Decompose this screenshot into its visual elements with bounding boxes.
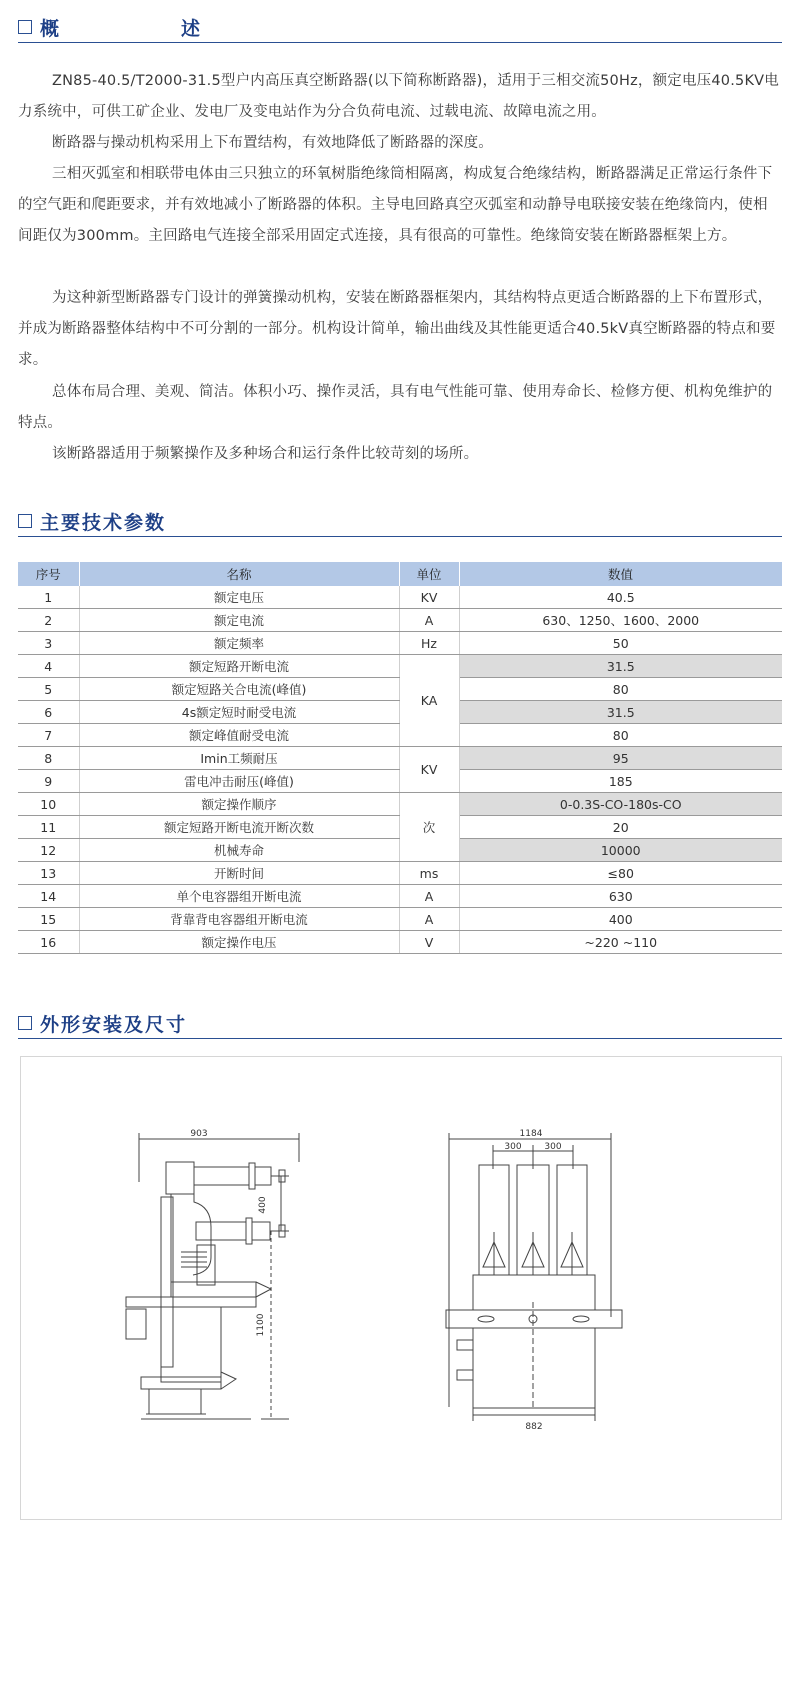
row-no: 16 xyxy=(18,931,79,954)
row-no: 8 xyxy=(18,747,79,770)
row-name: 额定操作电压 xyxy=(79,931,399,954)
row-value: 185 xyxy=(459,770,782,793)
table-row xyxy=(18,586,782,609)
header-unit: 单位 xyxy=(399,562,459,586)
row-no: 4 xyxy=(18,655,79,678)
row-name: 背靠背电容器组开断电流 xyxy=(79,908,399,931)
header-value: 数值 xyxy=(459,562,782,586)
side-view-drawing xyxy=(126,1133,299,1419)
row-no: 12 xyxy=(18,839,79,862)
row-name: 开断时间 xyxy=(79,862,399,885)
row-no: 7 xyxy=(18,724,79,747)
row-no: 14 xyxy=(18,885,79,908)
row-unit: V xyxy=(399,931,459,954)
row-no: 13 xyxy=(18,862,79,885)
overview-paragraph-2: 断路器与操动机构采用上下布置结构，有效地降低了断路器的深度。 xyxy=(52,135,493,151)
row-name: 额定电压 xyxy=(79,586,399,609)
specs-section-header xyxy=(18,506,782,537)
row-value: 40.5 xyxy=(459,586,782,609)
overview-paragraph-6: 该断路器适用于频繁操作及多种场合和运行条件比较苛刻的场所。 xyxy=(52,446,479,462)
side-height-label: 1100 xyxy=(256,1313,266,1337)
row-value: 50 xyxy=(459,632,782,655)
row-no: 11 xyxy=(18,816,79,839)
row-unit: KV xyxy=(399,586,459,609)
table-row xyxy=(18,885,782,908)
row-unit: KA xyxy=(399,655,459,747)
header-name: 名称 xyxy=(79,562,399,586)
checkbox-square-icon xyxy=(18,20,32,34)
row-no: 6 xyxy=(18,701,79,724)
row-value: 80 xyxy=(459,724,782,747)
table-row xyxy=(18,862,782,885)
checkbox-square-icon xyxy=(18,1016,32,1030)
row-value: ~220 ~110 xyxy=(459,931,782,954)
table-row xyxy=(18,609,782,632)
table-row xyxy=(18,931,782,954)
row-no: 9 xyxy=(18,770,79,793)
overview-paragraph-5: 总体布局合理、美观、简洁。体积小巧、操作灵活，具有电气性能可靠、使用寿命长、检修方便、机构免维护的特点。 xyxy=(18,384,773,431)
row-value: 31.5 xyxy=(459,701,782,724)
row-no: 15 xyxy=(18,908,79,931)
front-width-label: 1184 xyxy=(519,1129,543,1139)
row-name: 单个电容器组开断电流 xyxy=(79,885,399,908)
row-name: 机械寿命 xyxy=(79,839,399,862)
row-no: 1 xyxy=(18,586,79,609)
row-value: 80 xyxy=(459,678,782,701)
row-value: 31.5 xyxy=(459,655,782,678)
overview-paragraph-1: ZN85-40.5/T2000-31.5型户内高压真空断路器(以下简称断路器)，适用于三相交流50Hz，额定电压40.5KV电力系统中，可供工矿企业、发电厂及变电站作为分合负荷电流、过载电流、故障电流之用。 xyxy=(18,73,779,120)
front-view-drawing xyxy=(446,1133,622,1421)
row-unit: A xyxy=(399,908,459,931)
dimension-drawing xyxy=(21,1057,781,1519)
overview-paragraph-4: 为这种新型断路器专门设计的弹簧操动机构，安装在断路器框架内，其结构特点更适合断路器的上下布置形式，并成为断路器整体结构中不可分割的一部分。机构设计简单，输出曲线及其性能更适合40.5kV真空断路器的特点和要求。 xyxy=(18,290,776,368)
front-pitch-label-1: 300 xyxy=(504,1142,522,1152)
table-row xyxy=(18,747,782,770)
row-value: 630、1250、1600、2000 xyxy=(459,609,782,632)
row-value: 630 xyxy=(459,885,782,908)
spec-table-header-row xyxy=(18,562,782,586)
row-name: 额定峰值耐受电流 xyxy=(79,724,399,747)
row-value: 10000 xyxy=(459,839,782,862)
spec-table xyxy=(18,562,783,954)
dimensions-section-header xyxy=(18,1008,782,1039)
row-unit: ms xyxy=(399,862,459,885)
overview-section-header xyxy=(18,12,782,43)
row-value: 20 xyxy=(459,816,782,839)
checkbox-square-icon xyxy=(18,514,32,528)
row-name: 额定电流 xyxy=(79,609,399,632)
table-row xyxy=(18,655,782,678)
row-value: 95 xyxy=(459,747,782,770)
side-width-label: 903 xyxy=(190,1129,208,1139)
row-unit: 次 xyxy=(399,793,459,862)
row-value: 400 xyxy=(459,908,782,931)
row-no: 10 xyxy=(18,793,79,816)
front-base-label: 882 xyxy=(525,1422,543,1432)
row-name: Imin工频耐压 xyxy=(79,747,399,770)
row-unit: A xyxy=(399,609,459,632)
table-row xyxy=(18,632,782,655)
row-no: 3 xyxy=(18,632,79,655)
row-name: 雷电冲击耐压(峰值) xyxy=(79,770,399,793)
row-value: ≤80 xyxy=(459,862,782,885)
overview-title: 概 述 xyxy=(40,17,229,40)
table-row xyxy=(18,908,782,931)
row-no: 2 xyxy=(18,609,79,632)
dimensions-title: 外形安装及尺寸 xyxy=(40,1013,188,1036)
front-pitch-label-2: 300 xyxy=(544,1142,562,1152)
specs-title: 主要技术参数 xyxy=(40,511,167,534)
row-name: 额定短路开断电流开断次数 xyxy=(79,816,399,839)
row-unit: A xyxy=(399,885,459,908)
row-unit: Hz xyxy=(399,632,459,655)
side-gap-label: 400 xyxy=(258,1196,268,1214)
row-unit: KV xyxy=(399,747,459,793)
row-name: 额定短路开断电流 xyxy=(79,655,399,678)
row-name: 额定操作顺序 xyxy=(79,793,399,816)
row-no: 5 xyxy=(18,678,79,701)
row-name: 额定短路关合电流(峰值) xyxy=(79,678,399,701)
row-value: 0-0.3S-CO-180s-CO xyxy=(459,793,782,816)
row-name: 4s额定短时耐受电流 xyxy=(79,701,399,724)
row-name: 额定频率 xyxy=(79,632,399,655)
overview-paragraph-3: 三相灭弧室和相联带电体由三只独立的环氧树脂绝缘筒相隔离，构成复合绝缘结构，断路器满足正常运行条件下的空气距和爬距要求，并有效地减小了断路器的体积。主导电回路真空灭弧室和动静导电联接安装在绝缘筒内，使相间距仅为300mm。主回路电气连接全部采用固定式连接，具有很高的可靠性。绝缘筒安装在断路器框架上方。 xyxy=(18,166,773,244)
header-no: 序号 xyxy=(18,562,79,586)
table-row xyxy=(18,793,782,816)
dimension-drawing-frame xyxy=(20,1056,782,1520)
